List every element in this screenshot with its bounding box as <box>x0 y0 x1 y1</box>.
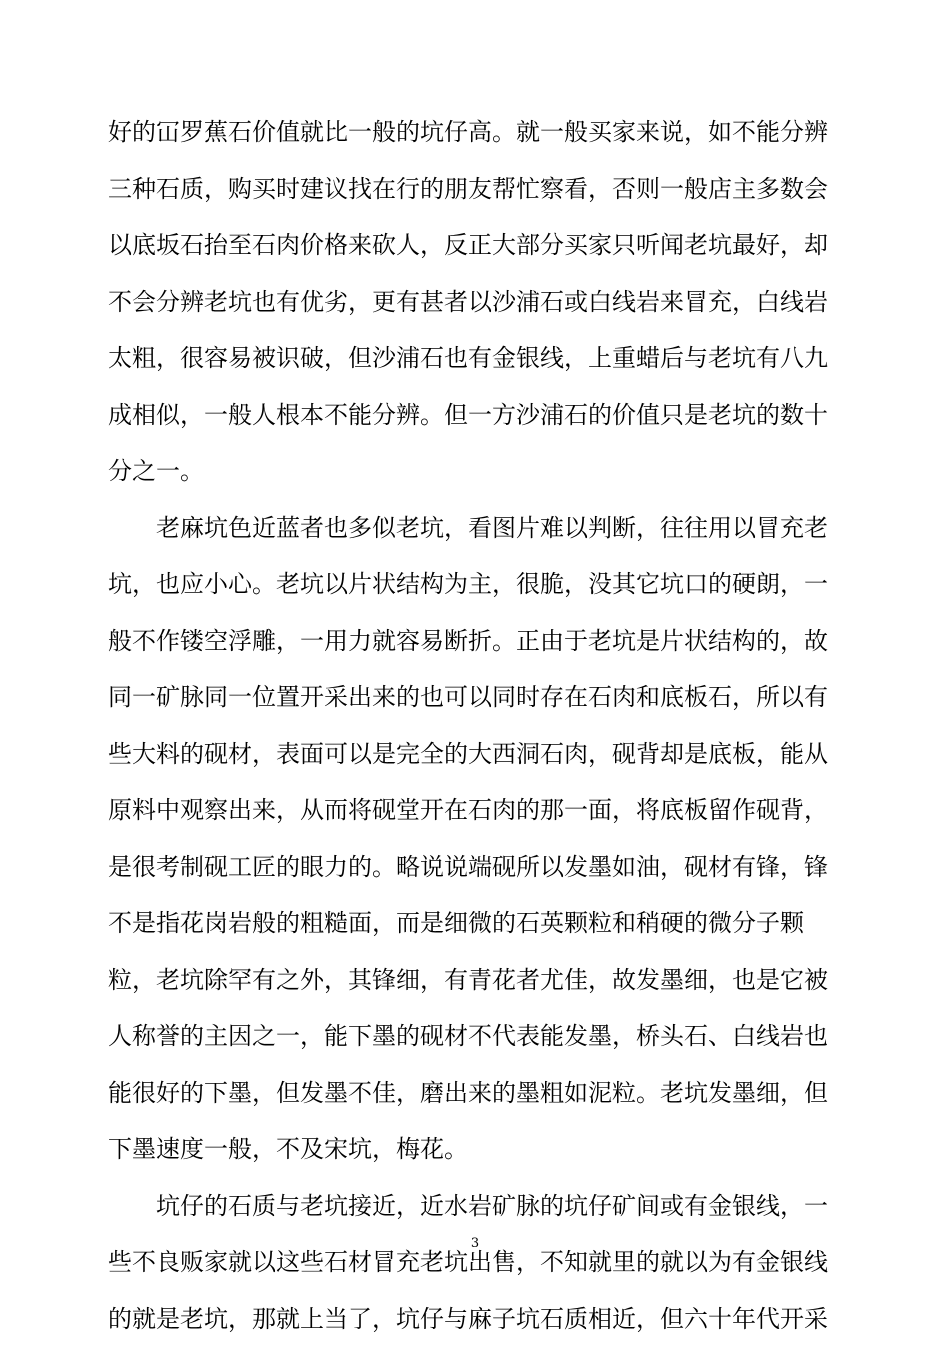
text-line: 人称誉的主因之一，能下墨的砚材不代表能发墨，桥头石、白线岩也 <box>108 1008 853 1065</box>
text-line: 原料中观察出来，从而将砚堂开在石肉的那一面，将底板留作砚背， <box>108 782 853 839</box>
text-line: 粒，老坑除罕有之外，其锋细，有青花者尤佳，故发墨细，也是它被 <box>108 952 853 1009</box>
text-line: 些不良贩家就以这些石材冒充老坑出售，不知就里的就以为有金银线 <box>108 1234 853 1291</box>
text-line: 下墨速度一般，不及宋坑，梅花。 <box>108 1121 853 1178</box>
text-line: 不会分辨老坑也有优劣，更有甚者以沙浦石或白线岩来冒充，白线岩 <box>108 274 853 331</box>
text-line: 的就是老坑，那就上当了，坑仔与麻子坑石质相近，但六十年代开采 <box>108 1291 853 1347</box>
text-line: 太粗，很容易被识破，但沙浦石也有金银线，上重蜡后与老坑有八九 <box>108 330 853 387</box>
text-line: 成相似，一般人根本不能分辨。但一方沙浦石的价值只是老坑的数十 <box>108 387 853 444</box>
text-line: 是很考制砚工匠的眼力的。略说说端砚所以发墨如油，砚材有锋，锋 <box>108 839 853 896</box>
body-text <box>108 104 853 1347</box>
text-line: 同一矿脉同一位置开采出来的也可以同时存在石肉和底板石，所以有 <box>108 669 853 726</box>
page-number: 3 <box>0 1236 950 1252</box>
text-line: 坑，也应小心。老坑以片状结构为主，很脆，没其它坑口的硬朗，一 <box>108 556 853 613</box>
text-line: 能很好的下墨，但发墨不佳，磨出来的墨粗如泥粒。老坑发墨细，但 <box>108 1065 853 1122</box>
paragraph-start-line: 老麻坑色近蓝者也多似老坑，看图片难以判断，往往用以冒充老 <box>108 500 853 557</box>
text-line: 分之一。 <box>108 443 853 500</box>
text-line: 般不作镂空浮雕，一用力就容易断折。正由于老坑是片状结构的，故 <box>108 613 853 670</box>
text-line: 三种石质，购买时建议找在行的朋友帮忙察看，否则一般店主多数会 <box>108 161 853 218</box>
text-line: 以底坂石抬至石肉价格来砍人，反正大部分买家只听闻老坑最好，却 <box>108 217 853 274</box>
text-line: 些大料的砚材，表面可以是完全的大西洞石肉，砚背却是底板，能从 <box>108 726 853 783</box>
text-line: 好的冚罗蕉石价值就比一般的坑仔高。就一般买家来说，如不能分辨 <box>108 104 853 161</box>
paragraph-start-line: 坑仔的石质与老坑接近，近水岩矿脉的坑仔矿间或有金银线，一 <box>108 1178 853 1235</box>
text-line: 不是指花岗岩般的粗糙面，而是细微的石英颗粒和稍硬的微分子颗 <box>108 895 853 952</box>
